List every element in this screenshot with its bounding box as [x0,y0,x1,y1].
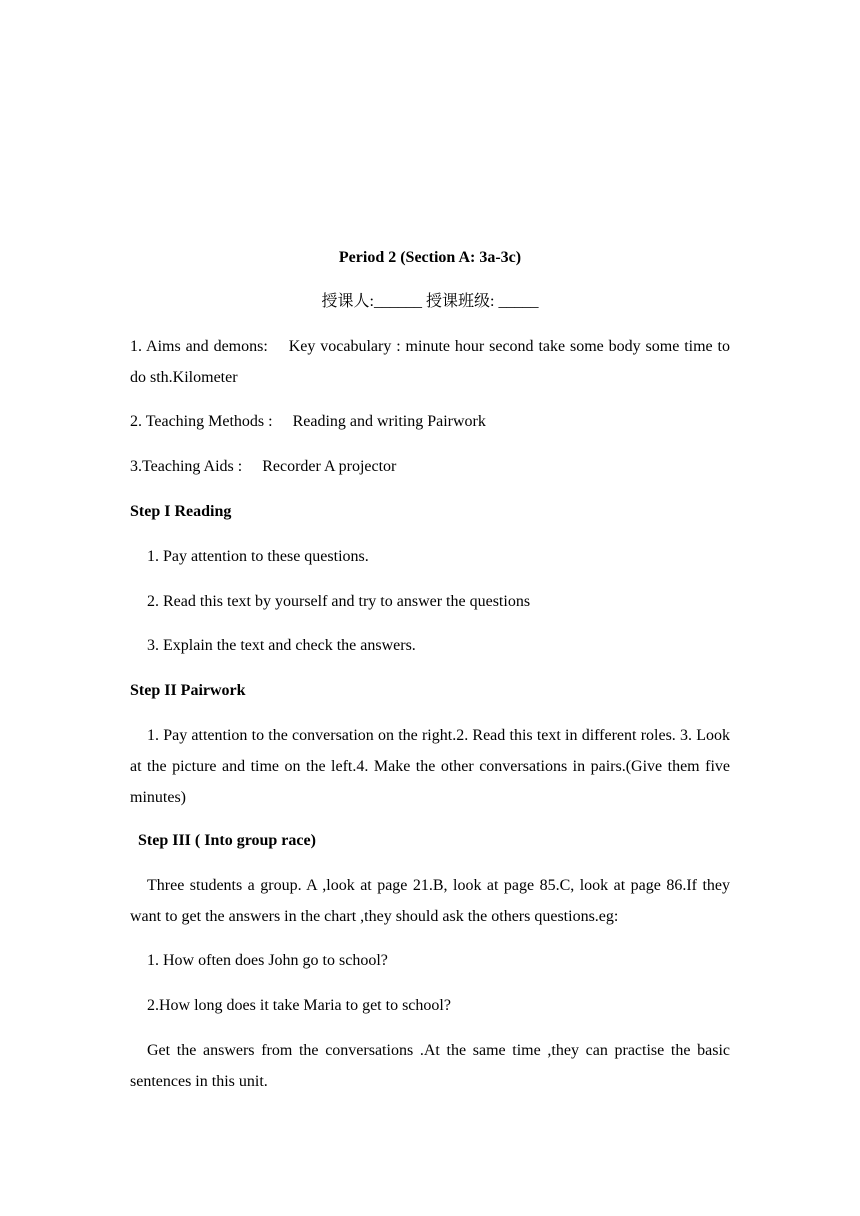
step1-item-3: 3. Explain the text and check the answers. [147,637,416,654]
step2-heading: Step II Pairwork [130,682,246,699]
methods-line: 2. Teaching Methods : Reading and writing Pairwork [130,413,486,430]
step3-question-1: 1. How often does John go to school? [147,952,388,969]
step2-paragraph: 1. Pay attention to the conversation on the right.2. Read this text in different roles. 3. Look at the picture and time on the left.4. Make the other conversations in pairs.(Give them five minutes) [130,727,730,806]
step1-item-1: 1. Pay attention to these questions. [147,548,369,565]
step3-question-2: 2.How long does it take Maria to get to school? [147,997,451,1014]
step3-intro-paragraph: Three students a group. A ,look at page 21.B, look at page 85.C, look at page 86.If they want to get the answers in the chart ,they should ask the others questions.eg: [130,877,730,925]
step3-outro-paragraph: Get the answers from the conversations .At the same time ,they can practise the basic sentences in this unit. [130,1042,730,1090]
teacher-class-line: 授课人:______ 授课班级: _____ [321,293,539,310]
aids-line: 3.Teaching Aids : Recorder A projector [130,458,397,475]
step3-heading: Step III ( Into group race) [138,832,316,849]
document-title: Period 2 (Section A: 3a-3c) [338,249,522,266]
aims-paragraph: 1. Aims and demons: Key vocabulary : minute hour second take some body some time to do sth.Kilometer [130,338,730,386]
step1-item-2: 2. Read this text by yourself and try to answer the questions [147,593,531,610]
step1-heading: Step I Reading [130,503,232,520]
